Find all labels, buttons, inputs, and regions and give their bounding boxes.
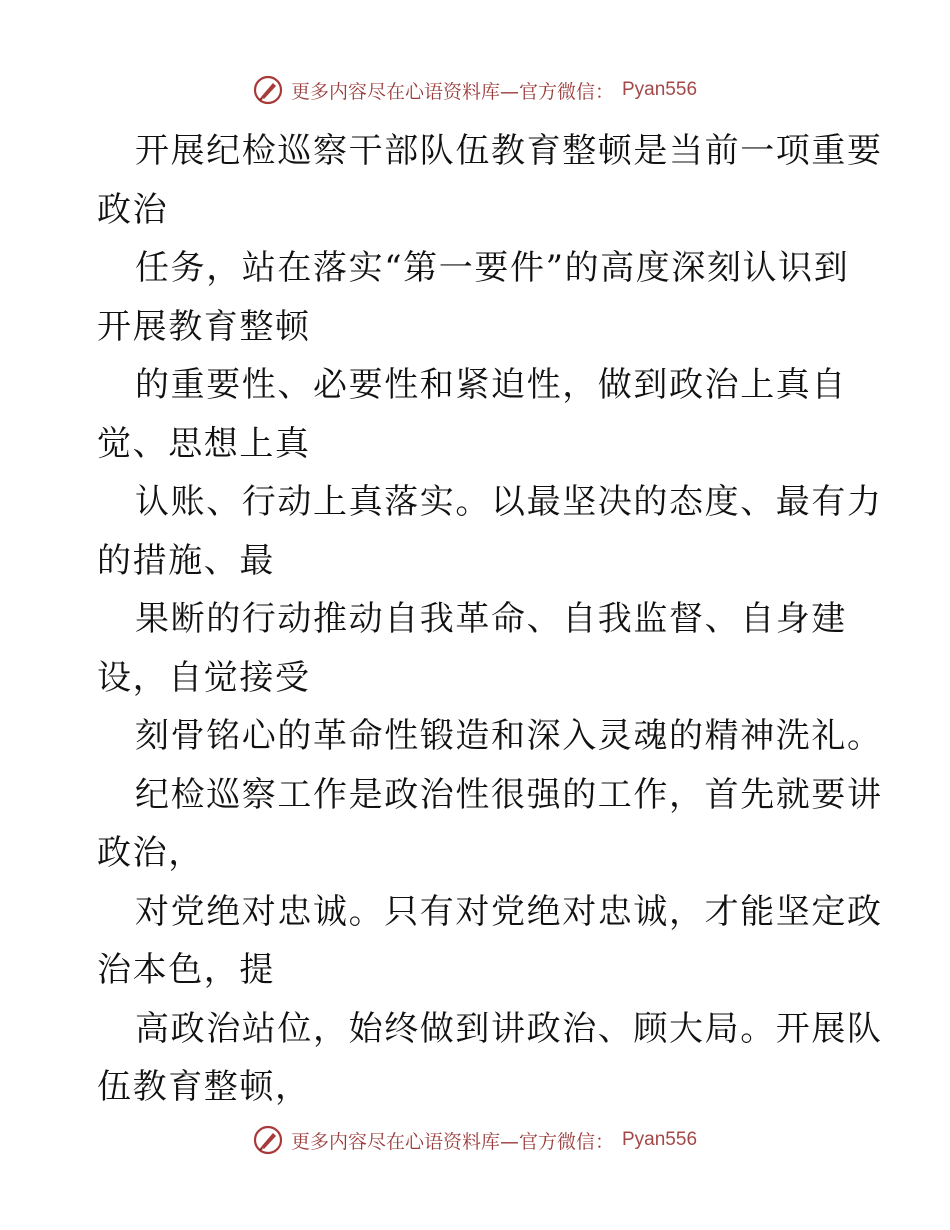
footer-watermark-text: 更多内容尽在心语资料库—官方微信：	[290, 1130, 614, 1153]
quill-pen-icon	[253, 75, 283, 105]
text-line: 认账、行动上真落实。以最坚决的态度、最有力	[135, 482, 883, 522]
text-line: 设，自觉接受	[97, 657, 311, 698]
text-line: 任务，站在落实“第一要件”的高度深刻认识到	[135, 248, 850, 288]
header-watermark	[0, 70, 950, 110]
text-line: 政治	[97, 189, 169, 230]
text-line: 高政治站位，始终做到讲政治、顾大局。开展队	[135, 1008, 883, 1049]
header-watermark-handle: Pyan556	[622, 79, 698, 100]
text-line: 对党绝对忠诚。只有对党绝对忠诚，才能坚定政	[135, 891, 883, 932]
text-line: 的重要性、必要性和紧迫性，做到政治上真自	[135, 365, 847, 405]
text-line: 开展纪检巡察干部队伍教育整顿是当前一项重要	[135, 131, 883, 171]
text-line: 的措施、最	[97, 540, 275, 581]
text-line: 伍教育整顿，	[97, 1067, 311, 1107]
text-line: 刻骨铭心的革命性锻造和深入灵魂的精神洗礼。	[135, 716, 883, 756]
text-line: 治本色，提	[97, 950, 275, 990]
text-line: 果断的行动推动自我革命、自我监督、自身建	[135, 599, 847, 639]
footer-watermark-handle: Pyan556	[622, 1129, 698, 1150]
header-watermark-text: 更多内容尽在心语资料库—官方微信：	[290, 80, 614, 103]
document-body	[97, 122, 883, 1117]
text-line: 觉、思想上真	[97, 423, 311, 464]
text-line: 政治，	[97, 833, 204, 873]
footer-watermark	[0, 1120, 950, 1160]
text-line: 开展教育整顿	[97, 306, 311, 347]
text-line: 纪检巡察工作是政治性很强的工作，首先就要讲	[135, 774, 883, 815]
quill-pen-icon	[253, 1125, 283, 1155]
